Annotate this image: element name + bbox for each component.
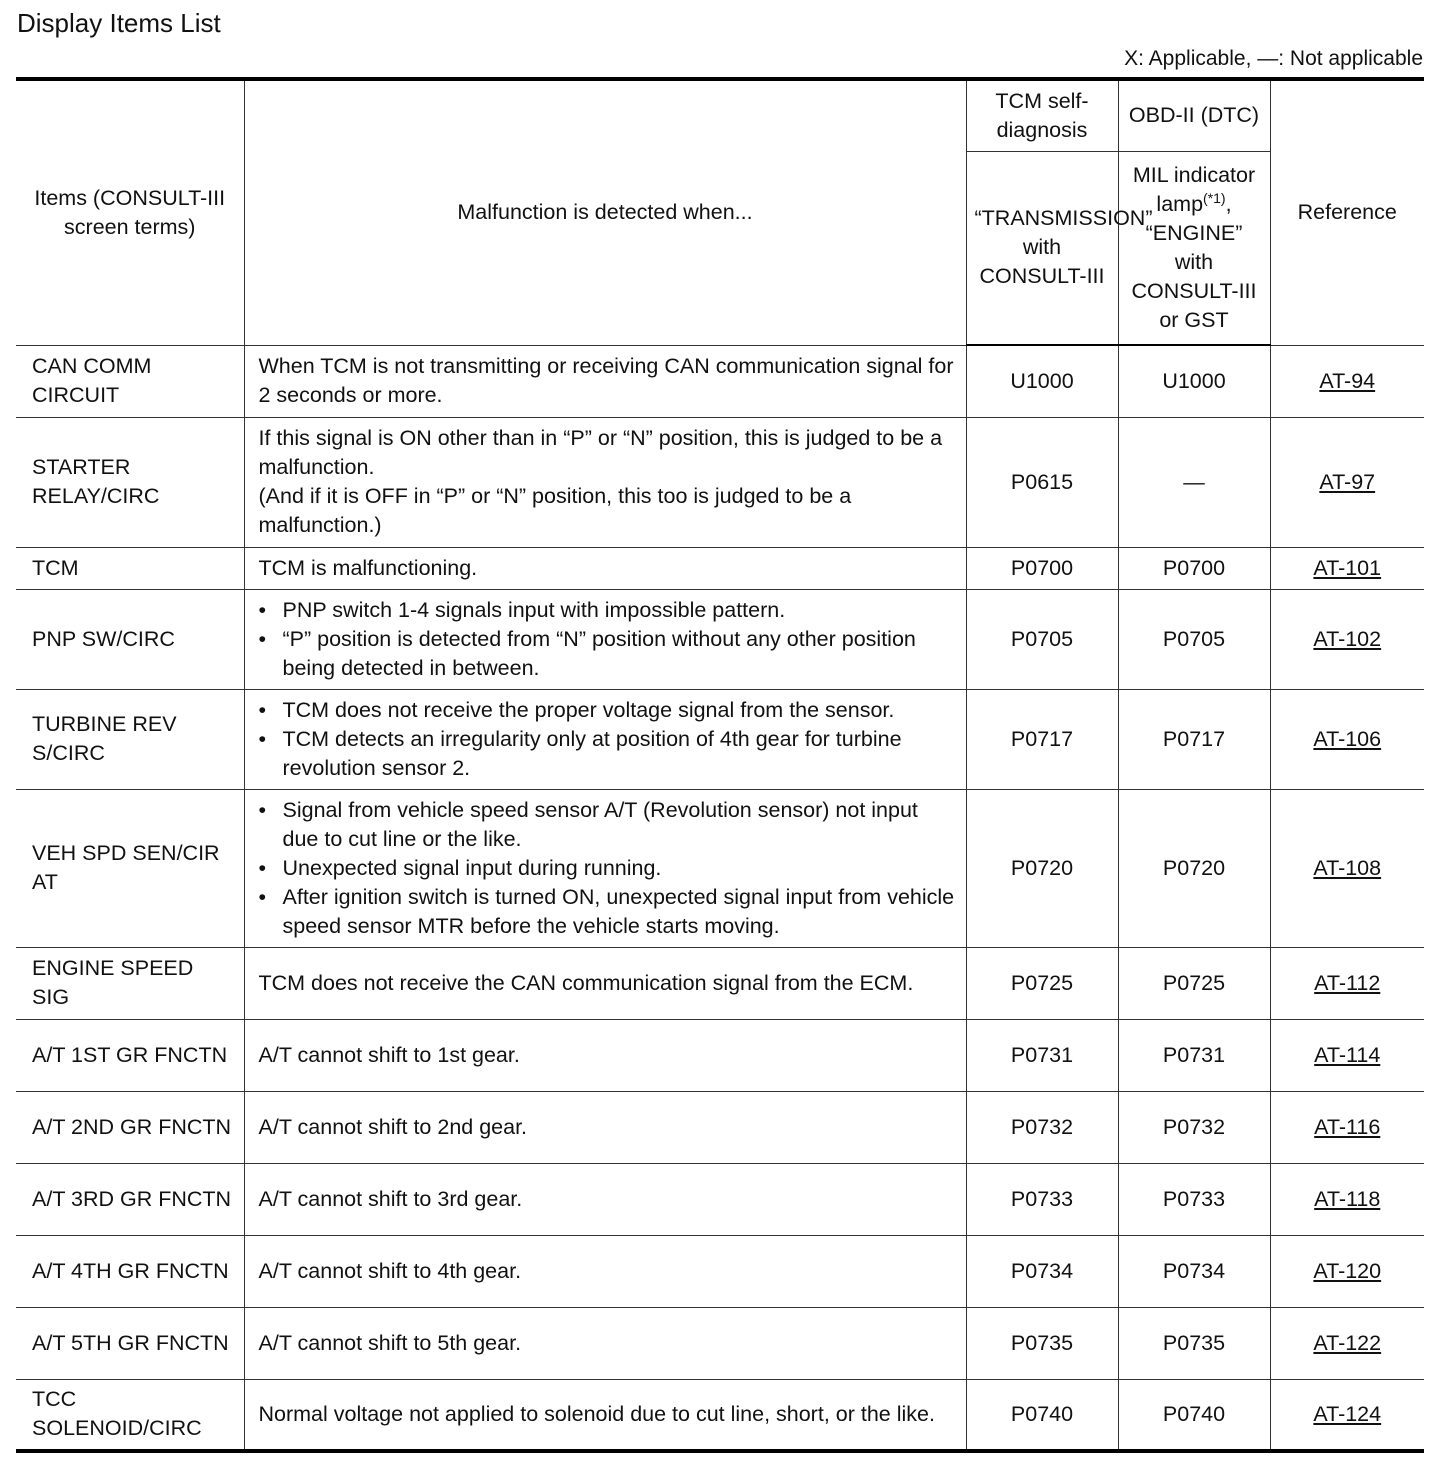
malfunction-condition-cell: [244, 1379, 966, 1451]
footnote-marker: (*1): [1203, 189, 1226, 206]
reference-cell: [1270, 345, 1424, 417]
table-row: [16, 345, 1424, 417]
table-row: [16, 417, 1424, 547]
reference-link[interactable]: AT-97: [1319, 469, 1376, 494]
header-row-1: [16, 79, 1424, 151]
obd-dtc-code-cell: P0732: [1118, 1091, 1270, 1163]
tcm-dtc-code-cell: P0700: [966, 547, 1118, 589]
malfunction-condition-cell: [244, 689, 966, 789]
header-reference: Reference: [1270, 79, 1424, 345]
reference-link[interactable]: AT-116: [1314, 1114, 1381, 1139]
reference-cell: [1270, 547, 1424, 589]
reference-link[interactable]: AT-108: [1313, 855, 1382, 880]
item-name-cell: A/T 1ST GR FNCTN: [16, 1019, 244, 1091]
tcm-dtc-code-cell: P0732: [966, 1091, 1118, 1163]
condition-bullet-item: • After ignition switch is turned ON, unexpected signal input from vehicle speed sensor MTR before the vehicle starts moving.: [259, 883, 958, 941]
tcm-dtc-code-cell: P0731: [966, 1019, 1118, 1091]
condition-bullet-item: • PNP switch 1-4 signals input with impossible pattern.: [259, 596, 958, 625]
malfunction-condition-cell: [244, 589, 966, 689]
malfunction-condition-cell: [244, 1235, 966, 1307]
item-name-cell: TCC SOLENOID/CIRC: [16, 1379, 244, 1451]
item-name-cell: A/T 2ND GR FNCTN: [16, 1091, 244, 1163]
condition-text: Normal voltage not applied to solenoid due to cut line, short, or the like.: [258, 1401, 935, 1426]
item-name-cell: CAN COMM CIRCUIT: [16, 345, 244, 417]
table-row: [16, 1307, 1424, 1379]
reference-cell: [1270, 417, 1424, 547]
item-name-cell: STARTER RELAY/CIRC: [16, 417, 244, 547]
obd-dtc-code-cell: P0700: [1118, 547, 1270, 589]
reference-cell: [1270, 589, 1424, 689]
table-row: [16, 1163, 1424, 1235]
item-name-cell: PNP SW/CIRC: [16, 589, 244, 689]
reference-link[interactable]: AT-112: [1314, 970, 1381, 995]
reference-link[interactable]: AT-118: [1314, 1186, 1381, 1211]
obd-dtc-code-cell: P0705: [1118, 589, 1270, 689]
tcm-dtc-code-cell: P0705: [966, 589, 1118, 689]
table-row: [16, 1235, 1424, 1307]
tcm-dtc-code-cell: P0740: [966, 1379, 1118, 1451]
condition-text: A/T cannot shift to 5th gear.: [258, 1330, 522, 1355]
obd-dtc-code-cell: P0740: [1118, 1379, 1270, 1451]
table-row: [16, 789, 1424, 947]
table-body: [16, 345, 1424, 1451]
header-obd-ii-dtc: OBD-II (DTC): [1118, 79, 1270, 151]
reference-link[interactable]: AT-102: [1313, 626, 1382, 651]
obd-dtc-code-cell: P0733: [1118, 1163, 1270, 1235]
item-name-cell: TCM: [16, 547, 244, 589]
item-name-cell: TURBINE REV S/CIRC: [16, 689, 244, 789]
condition-text: A/T cannot shift to 1st gear.: [258, 1042, 520, 1067]
header-obd-mil-pre: MIL indicator lamp: [1132, 162, 1256, 216]
reference-cell: [1270, 1379, 1424, 1451]
tcm-dtc-code-cell: P0733: [966, 1163, 1118, 1235]
obd-dtc-code-cell: P0725: [1118, 947, 1270, 1019]
condition-text: TCM does not receive the CAN communication signal from the ECM.: [258, 970, 914, 995]
obd-dtc-code-cell: P0720: [1118, 789, 1270, 947]
header-obd-mil-post: , “ENGINE” with CONSULT-III or GST: [1131, 191, 1257, 332]
obd-dtc-code-cell: U1000: [1118, 345, 1270, 417]
condition-bullet-list: [259, 596, 958, 683]
item-name-cell: A/T 3RD GR FNCTN: [16, 1163, 244, 1235]
reference-link[interactable]: AT-122: [1313, 1330, 1382, 1355]
table-row: [16, 947, 1424, 1019]
item-name-cell: A/T 5TH GR FNCTN: [16, 1307, 244, 1379]
condition-text: When TCM is not transmitting or receiving CAN communication signal for 2 seconds or more.: [258, 354, 954, 407]
table-row: [16, 547, 1424, 589]
table-row: [16, 589, 1424, 689]
condition-text: A/T cannot shift to 4th gear.: [258, 1258, 522, 1283]
header-tcm-transmission-consult: “TRANSMISSION” with CONSULT-III: [966, 151, 1118, 345]
malfunction-condition-cell: [244, 1307, 966, 1379]
tcm-dtc-code-cell: U1000: [966, 345, 1118, 417]
tcm-dtc-code-cell: P0725: [966, 947, 1118, 1019]
reference-link[interactable]: AT-124: [1313, 1401, 1382, 1426]
reference-cell: [1270, 1235, 1424, 1307]
tcm-dtc-code-cell: P0615: [966, 417, 1118, 547]
tcm-dtc-code-cell: P0734: [966, 1235, 1118, 1307]
page-title: Display Items List: [17, 8, 221, 38]
reference-link[interactable]: AT-94: [1319, 368, 1376, 393]
condition-text: A/T cannot shift to 3rd gear.: [258, 1186, 523, 1211]
reference-link[interactable]: AT-120: [1313, 1258, 1382, 1283]
header-items: Items (CONSULT-III screen terms): [16, 79, 244, 345]
malfunction-condition-cell: [244, 1091, 966, 1163]
malfunction-condition-cell: [244, 1019, 966, 1091]
reference-cell: [1270, 689, 1424, 789]
reference-cell: [1270, 1091, 1424, 1163]
header-tcm-self-diagnosis: TCM self-diagnosis: [966, 79, 1118, 151]
reference-cell: [1270, 789, 1424, 947]
condition-text: (And if it is OFF in “P” or “N” position, this too is judged to be a malfunction.): [258, 484, 852, 537]
obd-dtc-code-cell: P0734: [1118, 1235, 1270, 1307]
condition-bullet-list: [259, 796, 958, 941]
condition-bullet-item: • TCM detects an irregularity only at position of 4th gear for turbine revolution sensor 2.: [259, 725, 958, 783]
reference-cell: [1270, 1019, 1424, 1091]
condition-bullet-item: • TCM does not receive the proper voltage signal from the sensor.: [259, 696, 958, 725]
condition-bullet-item: • “P” position is detected from “N” position without any other position being detected in between.: [259, 625, 958, 683]
item-name-cell: VEH SPD SEN/CIR AT: [16, 789, 244, 947]
table-row: [16, 1091, 1424, 1163]
tcm-dtc-code-cell: P0735: [966, 1307, 1118, 1379]
malfunction-condition-cell: [244, 547, 966, 589]
table-row: [16, 1379, 1424, 1451]
header-obd-mil-lamp: [1118, 151, 1270, 345]
obd-dtc-code-cell: P0735: [1118, 1307, 1270, 1379]
malfunction-condition-cell: [244, 417, 966, 547]
tcm-dtc-code-cell: P0717: [966, 689, 1118, 789]
obd-dtc-code-cell: —: [1118, 417, 1270, 547]
reference-cell: [1270, 1307, 1424, 1379]
malfunction-condition-cell: [244, 789, 966, 947]
condition-text: If this signal is ON other than in “P” or “N” position, this is judged to be a malfunction.: [258, 426, 943, 479]
reference-link[interactable]: AT-114: [1314, 1042, 1381, 1067]
reference-cell: [1270, 1163, 1424, 1235]
header-malfunction: Malfunction is detected when...: [244, 79, 966, 345]
display-items-table: [16, 77, 1424, 1453]
table-row: [16, 689, 1424, 789]
reference-link[interactable]: AT-101: [1313, 555, 1382, 580]
applicability-legend: X: Applicable, —: Not applicable: [1124, 47, 1423, 70]
malfunction-condition-cell: [244, 1163, 966, 1235]
item-name-cell: A/T 4TH GR FNCTN: [16, 1235, 244, 1307]
tcm-dtc-code-cell: P0720: [966, 789, 1118, 947]
malfunction-condition-cell: [244, 947, 966, 1019]
reference-link[interactable]: AT-106: [1313, 726, 1382, 751]
condition-text: TCM is malfunctioning.: [258, 555, 478, 580]
condition-bullet-item: • Signal from vehicle speed sensor A/T (Revolution sensor) not input due to cut line or the like.: [259, 796, 958, 854]
reference-cell: [1270, 947, 1424, 1019]
condition-bullet-item: • Unexpected signal input during running.: [259, 854, 958, 883]
table-row: [16, 1019, 1424, 1091]
obd-dtc-code-cell: P0731: [1118, 1019, 1270, 1091]
condition-text: A/T cannot shift to 2nd gear.: [258, 1114, 528, 1139]
condition-bullet-list: [259, 696, 958, 783]
malfunction-condition-cell: [244, 345, 966, 417]
obd-dtc-code-cell: P0717: [1118, 689, 1270, 789]
item-name-cell: ENGINE SPEED SIG: [16, 947, 244, 1019]
